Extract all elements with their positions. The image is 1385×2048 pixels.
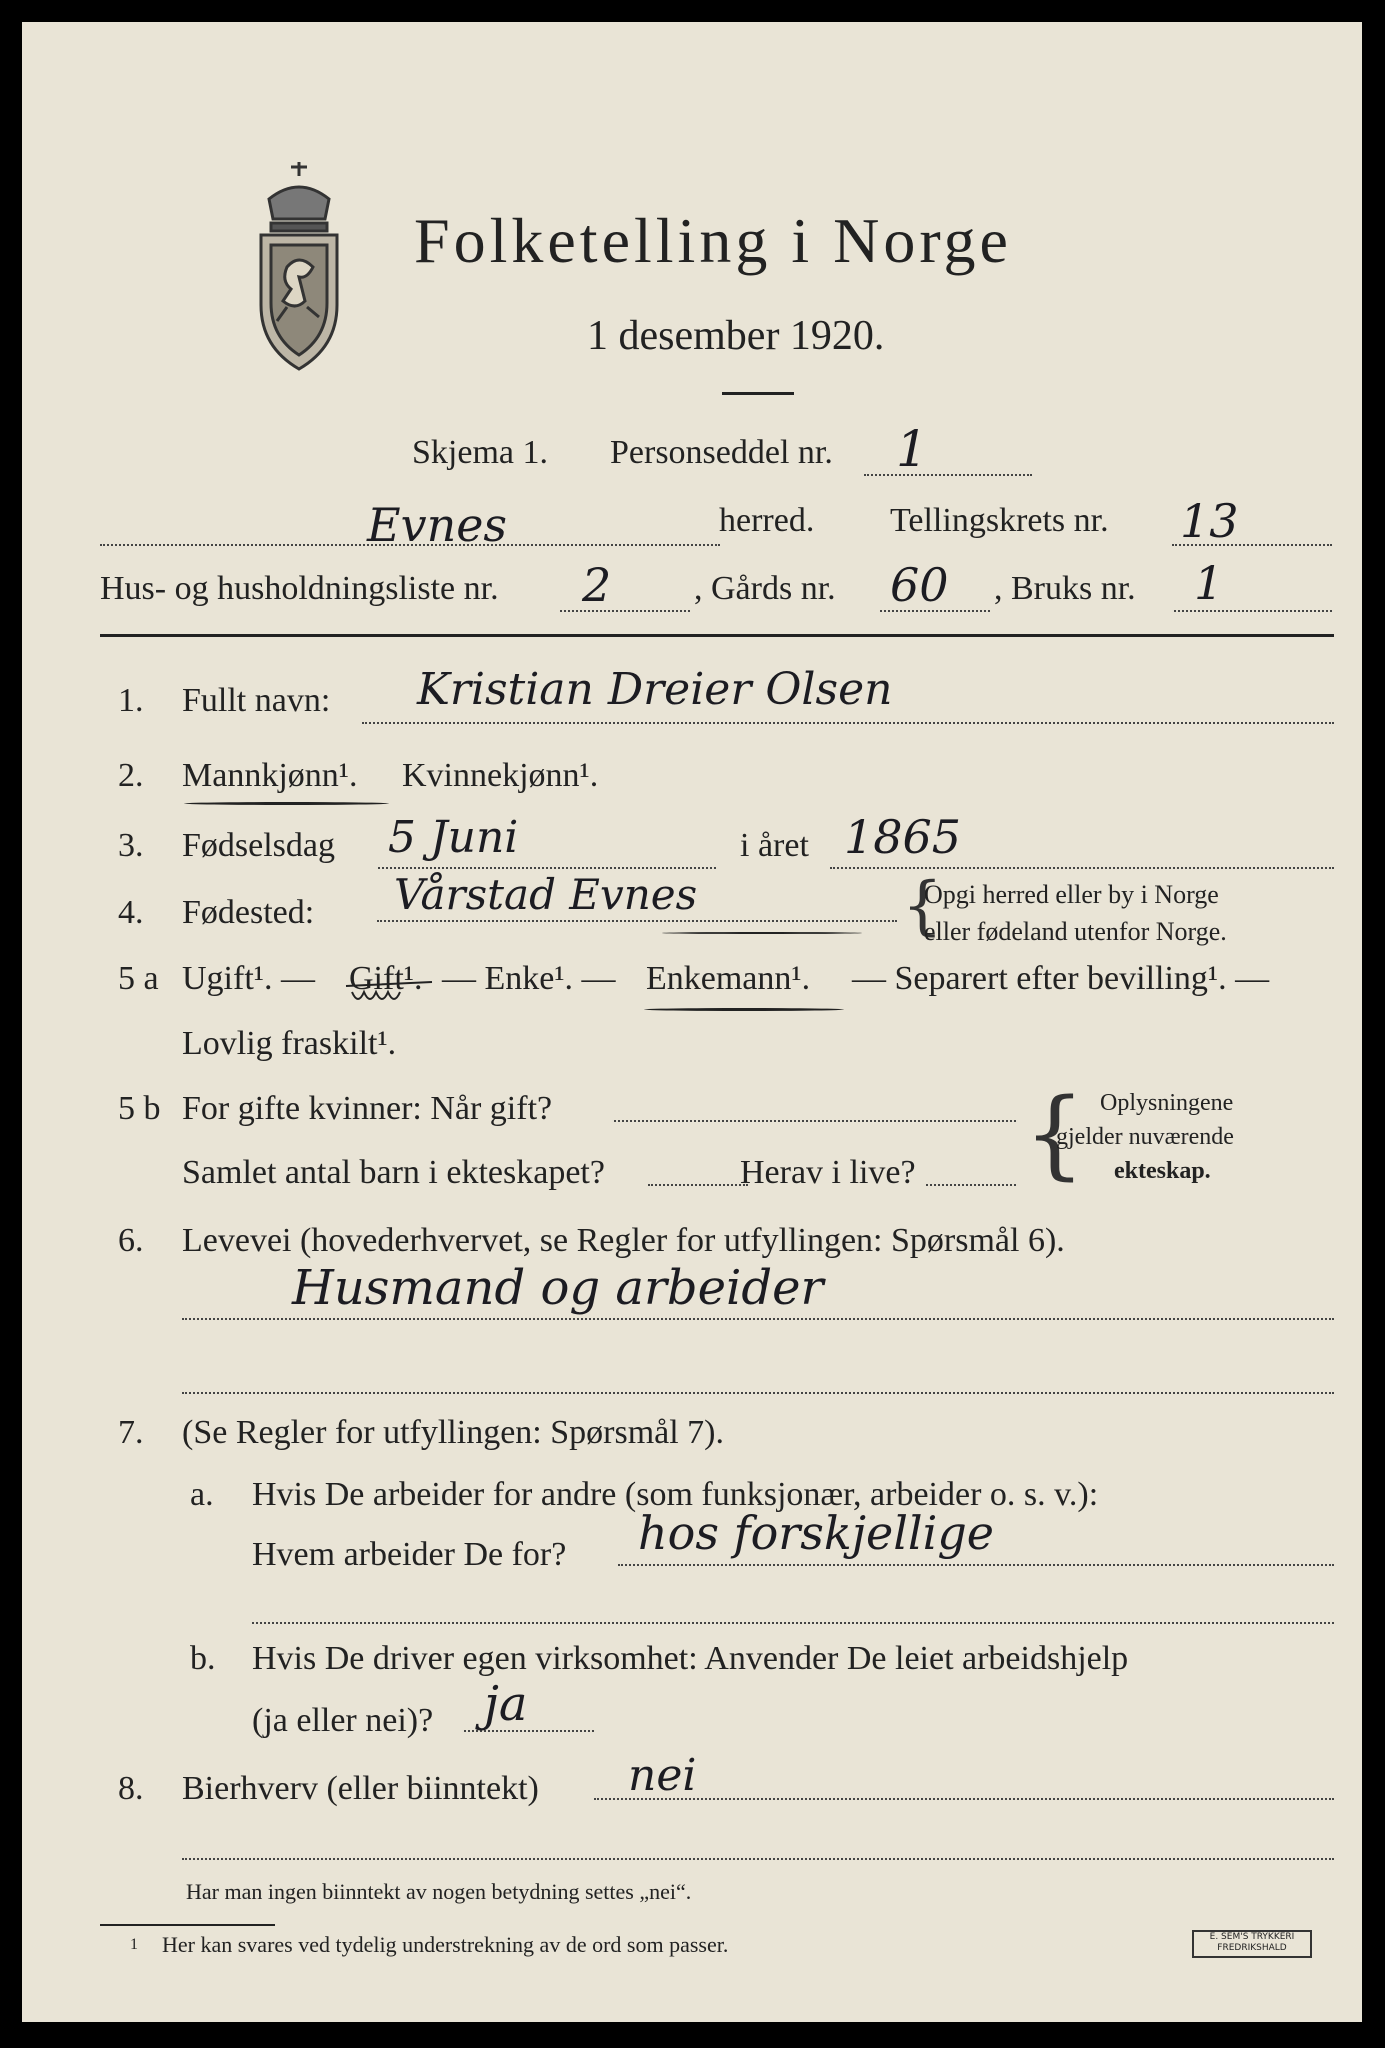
q5b-number: 5 b: [118, 1090, 161, 1127]
birthplace-value[interactable]: Vårstad Evnes: [394, 870, 698, 919]
footnote-text: Her kan svares ved tydelig understrekning av de ord som passer.: [162, 1932, 729, 1957]
form-title: Folketelling i Norge: [414, 205, 1012, 276]
q1-line: [362, 722, 1334, 724]
year-label: i året: [740, 827, 809, 864]
q5a-number: 5 a: [118, 960, 159, 997]
side-income-value[interactable]: nei: [628, 1750, 697, 1801]
tellingskrets-value[interactable]: 13: [1180, 494, 1239, 548]
bruks-value[interactable]: 1: [1194, 556, 1224, 610]
husliste-line: [560, 610, 690, 612]
q7-number: 7.: [118, 1414, 144, 1451]
status-separert-option[interactable]: — Separert efter bevilling¹. —: [852, 960, 1270, 997]
birthplace-note-line2: eller fødeland utenfor Norge.: [924, 917, 1227, 946]
title-divider: [722, 392, 794, 395]
bruks-line: [1174, 610, 1332, 612]
tellingskrets-label: Tellingskrets nr.: [890, 502, 1109, 539]
footnote-divider: [100, 1924, 275, 1926]
side-income-line: [594, 1798, 1334, 1800]
personseddel-value[interactable]: 1: [896, 420, 928, 478]
q6-label: Levevei (hovederhvervet, se Regler for utfyllingen: Spørsmål 6).: [182, 1222, 1065, 1259]
q1-number: 1.: [118, 682, 144, 719]
q1-label: Fullt navn:: [182, 682, 331, 719]
employer-line: [618, 1564, 1334, 1566]
q7a-letter: a.: [190, 1476, 214, 1513]
q8-number: 8.: [118, 1770, 144, 1807]
full-name-value[interactable]: Kristian Dreier Olsen: [417, 664, 893, 715]
nei-note: Har man ingen biinntekt av nogen betydning settes „nei“.: [186, 1879, 692, 1904]
hired-help-value[interactable]: ja: [484, 1676, 528, 1732]
printer-stamp: [1192, 1930, 1312, 1958]
q7b-line1: Hvis De driver egen virksomhet: Anvender De leiet arbeidshjelp: [252, 1640, 1129, 1677]
occupation-line-1: [182, 1318, 1334, 1320]
husliste-label: Hus- og husholdningsliste nr.: [100, 570, 499, 607]
q5b-children-label: Samlet antal barn i ekteskapet?: [182, 1154, 605, 1191]
gards-label: , Gårds nr.: [694, 570, 836, 607]
q3-label: Fødselsdag: [182, 827, 335, 864]
employer-value[interactable]: hos forskjellige: [638, 1506, 995, 1560]
status-enke-option[interactable]: — Enke¹. —: [442, 960, 616, 997]
q7b-letter: b.: [190, 1640, 216, 1677]
husliste-value[interactable]: 2: [582, 558, 612, 612]
personseddel-label: Personseddel nr.: [610, 434, 833, 471]
side-income-line-2: [182, 1858, 1334, 1860]
q7-label: (Se Regler for utfyllingen: Spørsmål 7).: [182, 1414, 725, 1451]
skjema-label: Skjema 1.: [412, 434, 548, 471]
birth-year-value[interactable]: 1865: [844, 810, 962, 864]
q5b-alive-label: Herav i live?: [740, 1154, 916, 1191]
q6-number: 6.: [118, 1222, 144, 1259]
birthplace-note-line1: Opgi herred eller by i Norge: [924, 880, 1219, 909]
status-ugift-option[interactable]: Ugift¹. —: [182, 960, 315, 997]
birthplace-note-brace: {: [902, 869, 943, 943]
birthday-line: [378, 867, 716, 869]
birthplace-underline-mark: [662, 932, 862, 934]
q7b-hired-help-label: (ja eller nei)?: [252, 1702, 434, 1739]
q2-number: 2.: [118, 757, 144, 794]
employer-line-2: [252, 1622, 1334, 1624]
header-separator: [100, 634, 1334, 637]
herred-label: herred.: [719, 502, 815, 539]
footnote-mark: 1: [130, 1936, 138, 1953]
occupation-line-2: [182, 1392, 1334, 1394]
q8-label: Bierhverv (eller biinntekt): [182, 1770, 539, 1807]
children-count-line: [648, 1184, 748, 1186]
personseddel-line: [864, 474, 1032, 476]
occupation-value[interactable]: Husmand og arbeider: [292, 1260, 824, 1316]
birthday-value[interactable]: 5 Juni: [388, 812, 519, 863]
census-form-page: [22, 22, 1362, 2022]
q7a-line1: Hvis De arbeider for andre (som funksjonær, arbeider o. s. v.):: [252, 1476, 1099, 1513]
enkemann-underline-mark: [644, 1008, 844, 1011]
gender-male-option[interactable]: Mannkjønn¹.: [182, 757, 358, 794]
male-underline-mark: [184, 802, 389, 805]
norwegian-coat-of-arms-icon: [247, 157, 352, 377]
herred-value[interactable]: Evnes: [367, 498, 508, 552]
gards-value[interactable]: 60: [890, 558, 949, 612]
bruks-label: , Bruks nr.: [994, 570, 1136, 607]
q4-label: Fødested:: [182, 894, 315, 931]
status-gift-option[interactable]: Gift¹.: [349, 960, 423, 997]
marriage-note-line2: gjelder nuværende: [1056, 1124, 1234, 1150]
q5b-when-married-label: For gifte kvinner: Når gift?: [182, 1090, 553, 1127]
marriage-note-line3: ekteskap.: [1114, 1158, 1211, 1184]
gender-female-option[interactable]: Kvinnekjønn¹.: [402, 757, 599, 794]
birthplace-line: [377, 920, 897, 922]
status-enkemann-option[interactable]: Enkemann¹.: [646, 960, 811, 997]
printer-stamp-line2: FREDRIKSHALD: [1217, 1943, 1287, 1953]
children-alive-line: [926, 1184, 1016, 1186]
marriage-note-line1: Oplysningene: [1100, 1090, 1234, 1116]
marriage-note-brace: {: [1024, 1078, 1086, 1190]
q3-number: 3.: [118, 827, 144, 864]
printer-stamp-line1: E. SEM'S TRYKKERI: [1209, 1932, 1295, 1942]
status-fraskilt-option[interactable]: Lovlig fraskilt¹.: [182, 1025, 397, 1062]
when-married-line: [614, 1120, 1016, 1122]
gift-strike-mark: [342, 964, 442, 1008]
q7a-employer-label: Hvem arbeider De for?: [252, 1536, 567, 1573]
census-date: 1 desember 1920.: [587, 313, 885, 359]
q4-number: 4.: [118, 894, 144, 931]
